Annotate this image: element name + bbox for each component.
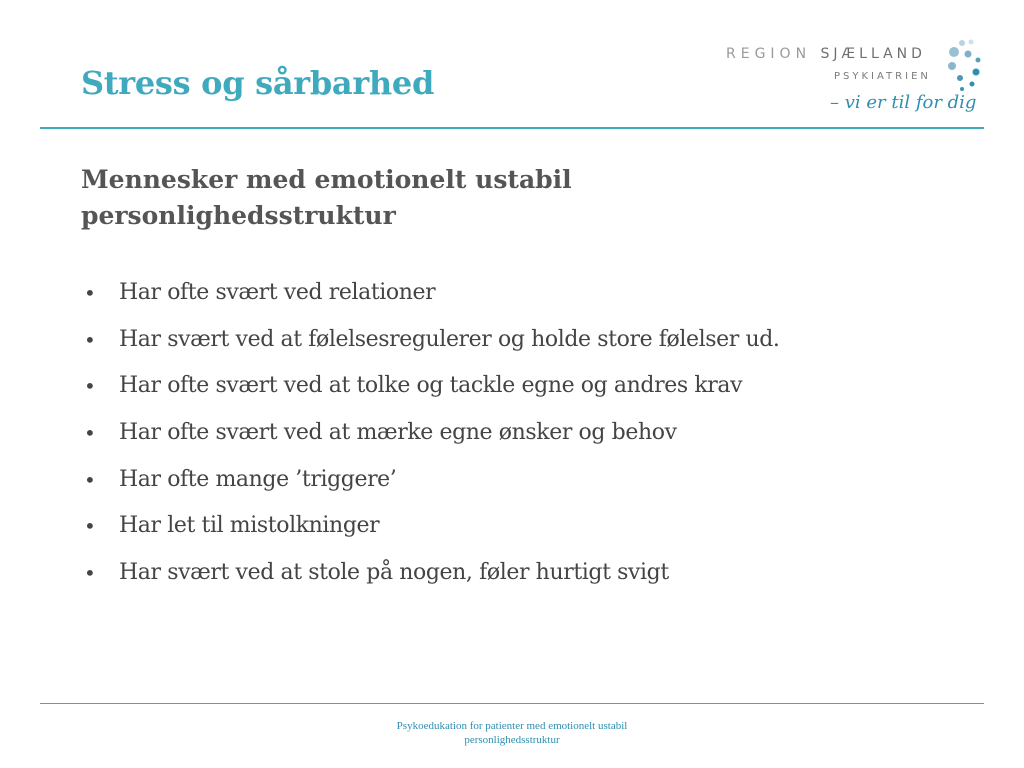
- bullet-item: [81, 270, 981, 317]
- logo-tagline: – vi er til for dig: [830, 92, 977, 113]
- bullet-dot: •: [84, 514, 96, 539]
- footer-line-2: personlighedsstruktur: [464, 734, 560, 746]
- bullet-item: [81, 363, 981, 410]
- bullet-text: Har ofte svært ved at mærke egne ønsker og behov: [119, 420, 677, 446]
- bullet-item: [81, 457, 981, 504]
- bullet-dot: •: [84, 561, 96, 586]
- bullet-text: Har let til mistolkninger: [119, 513, 380, 539]
- bullet-item: [81, 410, 981, 457]
- footer-line-1: Psykoedukation for patienter med emotionelt ustabil: [396, 720, 628, 732]
- bullet-dot: •: [84, 327, 96, 352]
- subtitle-line-2: personlighedsstruktur: [81, 201, 396, 230]
- bullet-dot: •: [84, 421, 96, 446]
- logo-psykiatrien-text: PSYKIATRIEN: [834, 71, 931, 82]
- bullet-item: [81, 550, 981, 597]
- logo-region-text: REGION: [726, 46, 812, 62]
- bullet-item: [81, 317, 981, 364]
- bullet-text: Har ofte svært ved at tolke og tackle egne og andres krav: [119, 373, 743, 399]
- bullet-item: [81, 503, 981, 550]
- logo-sjaelland-text: SJÆLLAND: [820, 46, 926, 62]
- bullet-text: Har ofte mange ’triggere’: [119, 466, 397, 492]
- logo-dots-icon: [940, 36, 984, 98]
- bullet-dot: •: [84, 281, 96, 305]
- bullet-dot: •: [84, 374, 96, 399]
- footer-divider: [40, 703, 984, 704]
- bullet-list: [81, 270, 981, 597]
- slide-subtitle: [81, 162, 781, 234]
- subtitle-line-1: Mennesker med emotionelt ustabil: [81, 165, 572, 194]
- bullet-text: Har svært ved at stole på nogen, føler hurtigt svigt: [119, 560, 669, 586]
- footer-caption: [312, 719, 712, 747]
- bullet-text: Har ofte svært ved relationer: [119, 280, 436, 305]
- logo-wordmark: [726, 46, 926, 62]
- header-divider: [40, 127, 984, 129]
- slide-title: Stress og sårbarhed: [81, 64, 435, 102]
- bullet-dot: •: [84, 467, 96, 492]
- bullet-text: Har svært ved at følelsesregulerer og holde store følelser ud.: [119, 326, 780, 352]
- region-sjaelland-logo: [718, 36, 988, 128]
